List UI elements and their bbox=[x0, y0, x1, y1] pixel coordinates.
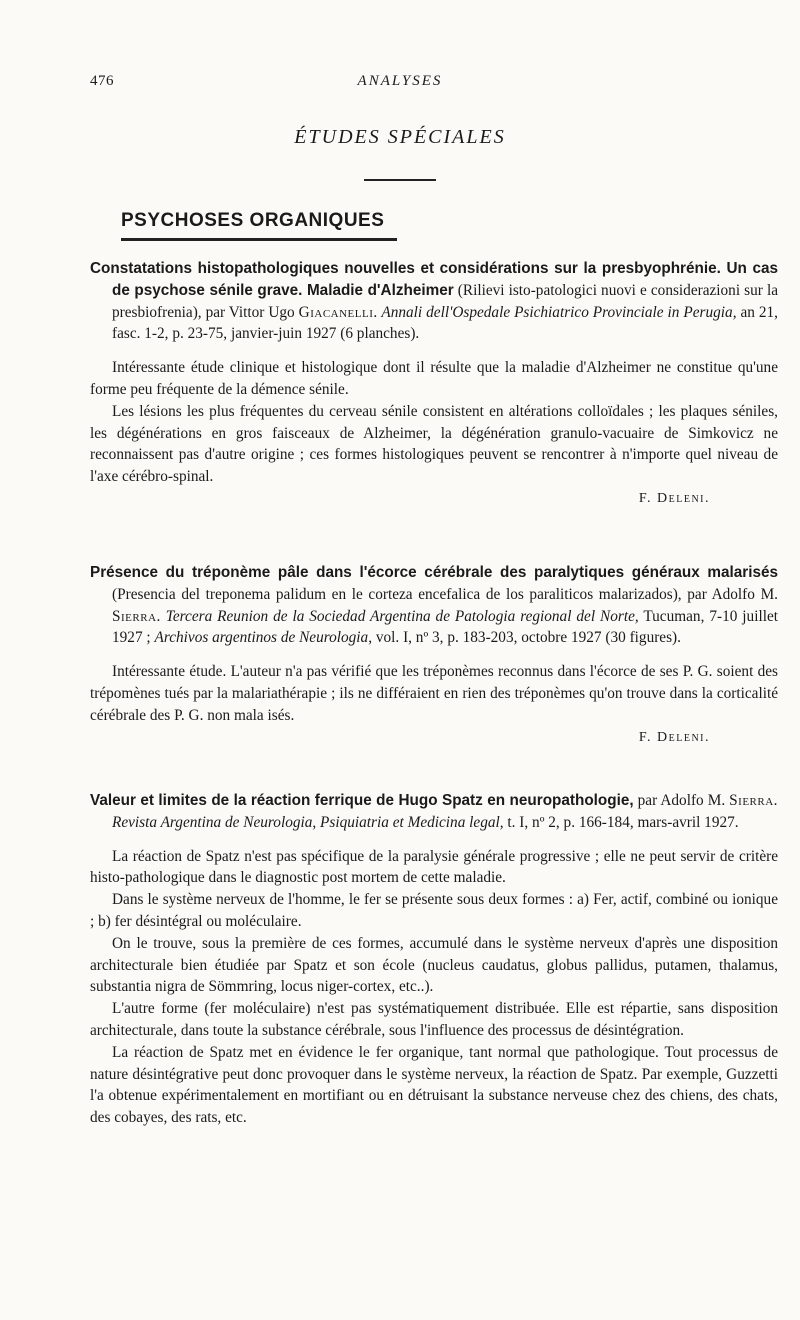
paragraph: La réaction de Spatz n'est pas spécifique de la paralysie générale progressive ; elle ne peut servir de critère histo-pathologique dans le diagnostic post mortem de cette maladie. bbox=[90, 847, 778, 887]
entry-title: Valeur et limites de la réaction ferrique de Hugo Spatz en neuropathologie, bbox=[90, 792, 634, 809]
entry-title: Présence du tréponème pâle dans l'écorce cérébrale des paralytiques généraux malarisés bbox=[90, 564, 778, 581]
reference-text: par Adolfo M. bbox=[633, 792, 730, 809]
signature: F. Deleni. bbox=[638, 729, 710, 745]
reference-text: (Presencia del treponema palidum en le corteza encefalica de los paraliticos malarizados), par Adolfo M. bbox=[112, 585, 778, 603]
journal-name-2: Archivos argentinos de Neurologia, bbox=[154, 629, 373, 647]
paragraph: La réaction de Spatz met en évidence le fer organique, tant normal que pathologique. Tout processus de nature désintégrative peut donc provoquer dans le système nerveux, la réaction de Spatz. Par exemple, Guzzetti l'a obtenue expérimentalement en mortifiant ou en détruisant la substance nerveuse chez des chiens, des chats, des cobayes, des rats, etc. bbox=[90, 1043, 778, 1127]
subsection-underline bbox=[121, 238, 397, 241]
reference-details: Tucuman, 7-10 juillet 1927 ; bbox=[112, 607, 778, 647]
paragraph: Dans le système nerveux de l'homme, le fer se présente sous deux formes : a) Fer, actif, combiné ou ionique ; b) fer désintégral ou moléculaire. bbox=[90, 891, 778, 930]
running-title: ANALYSES bbox=[357, 73, 443, 89]
paragraph: L'autre forme (fer moléculaire) n'est pas systématiquement distribuée. Elle est répartie, sans disposition architecturale, dans toute la substance cérébrale, sous l'influence des processus de désintégration. bbox=[90, 1000, 778, 1039]
author-name: Sierra. bbox=[729, 792, 779, 809]
reference-details: t. I, nº 2, p. 166-184, mars-avril 1927. bbox=[503, 813, 739, 831]
journal-name: Annali dell'Ospedale Psichiatrico Provinciale in Perugia, bbox=[377, 303, 737, 321]
reference-text: (Rilievi isto-patologici nuovi e considerazioni sur la presbiofrenia), par Vittor Ugo bbox=[112, 281, 779, 321]
author-name: Sierra. bbox=[112, 607, 161, 625]
journal-name: Revista Argentina de Neurologia, Psiquiatria et Medicina legal, bbox=[112, 813, 504, 831]
paragraph: On le trouve, sous la première de ces formes, accumulé dans le système nerveux d'après une disposition architecturale bien étudiée par Spatz et son école (nucleus caudatus, globus pallidus, putamen, thalamus, substantia nigra de Sömmring, locus niger-cortex, etc..). bbox=[90, 934, 778, 996]
paragraph: Les lésions les plus fréquentes du cerveau sénile consistent en altérations colloïdales ; les plaques séniles, les dégénérations en gros faisceaux de Alzheimer, la dégénération granulo-vacuaire de Simkovicz ne reconnaissent pas d'autre origine ; ces formes histologiques peuvent se rencontrer à n'importe quel niveau de l'axe cérébro-spinal. bbox=[90, 402, 778, 486]
reference-details: an 21, fasc. 1-2, p. 23-75, janvier-juin 1927 (6 planches). bbox=[112, 303, 778, 343]
section-divider bbox=[364, 179, 436, 181]
reference-details-2: vol. I, nº 3, p. 183-203, octobre 1927 (30 figures). bbox=[372, 629, 681, 647]
entry-reference bbox=[90, 790, 778, 834]
entry-reference bbox=[90, 258, 778, 345]
paragraph: Intéressante étude clinique et histologique dont il résulte que la maladie d'Alzheimer ne constitue qu'une forme peu fréquente de la démence sénile. bbox=[90, 359, 778, 398]
section-title: ÉTUDES SPÉCIALES bbox=[294, 126, 506, 148]
entry-reference bbox=[90, 562, 778, 649]
journal-name: Tercera Reunion de la Sociedad Argentina de Patologia regional del Norte, bbox=[160, 607, 639, 625]
author-name: Giacanelli. bbox=[298, 303, 378, 321]
review-entry-1 bbox=[90, 258, 778, 510]
entry-title: Constatations histopathologiques nouvelles et considérations sur la presbyophrénie. Un cas de psychose sénile grave. Maladie d'Alzheimer bbox=[90, 260, 778, 299]
page-number: 476 bbox=[90, 73, 114, 89]
review-entry-2 bbox=[90, 562, 778, 748]
review-entry-3 bbox=[90, 790, 778, 1129]
signature: F. Deleni. bbox=[638, 490, 710, 506]
running-header bbox=[90, 73, 710, 95]
paragraph: Intéressante étude. L'auteur n'a pas vérifié que les tréponèmes reconnus dans l'écorce de ses P. G. soient des trépomènes tués par la malariathérapie ; ils ne différaient en rien des tréponèmes qu'on trouve dans la corticalité cérébrale des P. G. non mala isés. bbox=[90, 663, 778, 724]
subsection-title: PSYCHOSES ORGANIQUES bbox=[121, 210, 385, 231]
